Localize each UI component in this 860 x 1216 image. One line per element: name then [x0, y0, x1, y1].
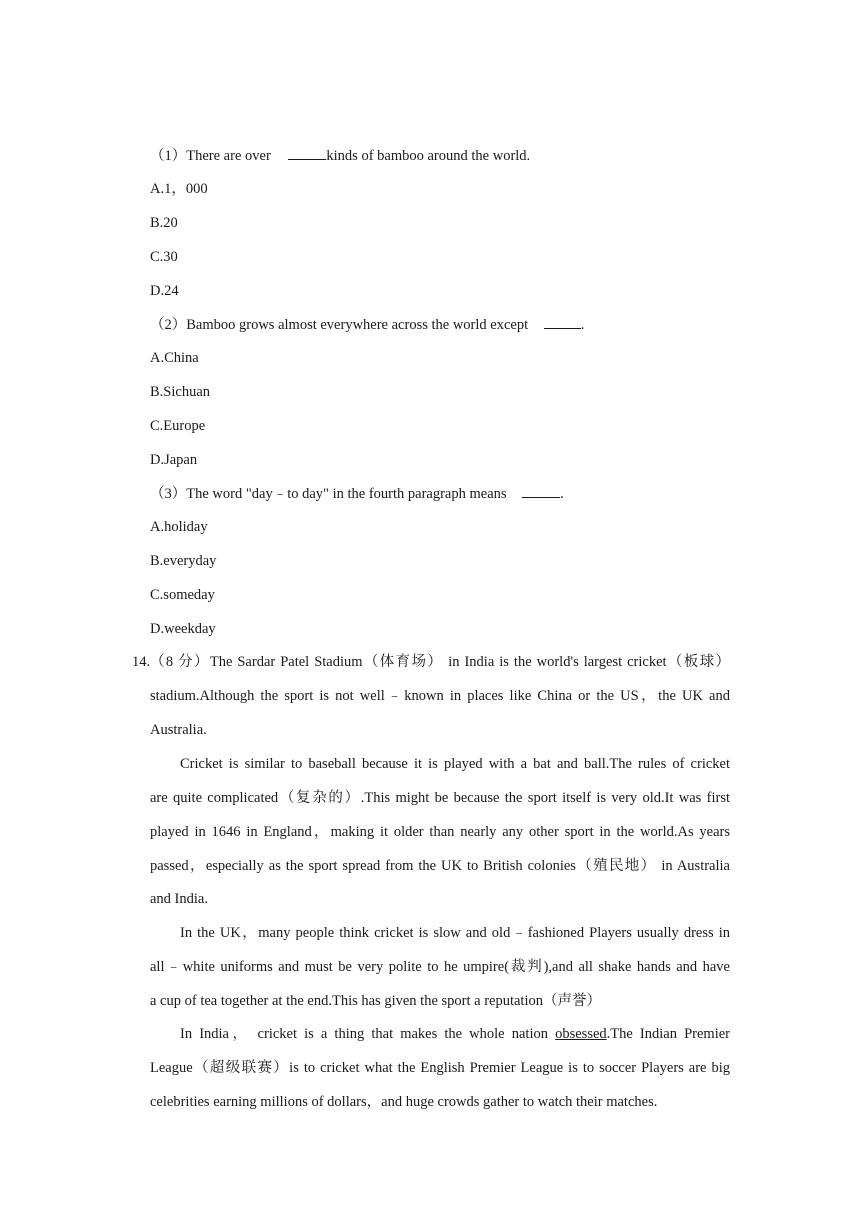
question-2-stem-tail: . [580, 317, 585, 333]
passage-line: celebrities earning millions of dollars，and huge crowds gather to watch their matches. [150, 1094, 658, 1110]
passage-line: a cup of tea together at the end.This has given the sport a reputation（声誉） [150, 993, 601, 1009]
answer-blank [522, 483, 560, 498]
passage-line-with-underline [180, 1024, 730, 1044]
option-b: B.everyday [150, 553, 217, 569]
question-2-stem-text: （2）Bamboo grows almost everywhere across the world except [150, 317, 529, 333]
passage-line: and India. [150, 891, 208, 907]
question-1-stem-text: （1）There are over [150, 148, 271, 164]
passage-line: played in 1646 in England，making it older than nearly any other sport in the world.As years [150, 824, 730, 840]
option-d: D.weekday [150, 621, 216, 637]
question-14-number: 14. [132, 654, 151, 670]
passage-line: all﹣white uniforms and must be very polite to he umpire(裁判),and all shake hands and have [150, 959, 730, 975]
question-3-stem-tail: . [560, 486, 564, 502]
question-3-stem [150, 483, 564, 504]
passage-text: In India， cricket is a thing that makes the whole nation [180, 1026, 556, 1042]
answer-blank [544, 314, 581, 329]
option-c: C.someday [150, 587, 215, 603]
question-2-stem [150, 314, 584, 335]
option-c: C.30 [150, 249, 178, 265]
passage-line: stadium.Although the sport is not well﹣known in places like China or the US，the UK and [150, 688, 730, 704]
question-1-stem [150, 145, 530, 166]
option-a: A.1，000 [150, 181, 208, 197]
option-a: A.holiday [150, 519, 208, 535]
passage-line: Cricket is similar to baseball because it is played with a bat and ball.The rules of cricket [180, 756, 730, 772]
passage-text: .The Indian Premier [606, 1026, 730, 1042]
option-a: A.China [150, 350, 199, 366]
passage-line: Australia. [150, 722, 207, 738]
passage-line: （8 分）The Sardar Patel Stadium（体育场） in India is the world's largest cricket（板球） [150, 654, 730, 670]
passage-line: In the UK，many people think cricket is slow and old﹣fashioned Players usually dress in [180, 925, 730, 941]
question-1-stem-tail: kinds of bamboo around the world. [326, 148, 531, 164]
underlined-word: obsessed [555, 1026, 607, 1042]
option-d: D.Japan [150, 452, 198, 468]
question-3-stem-text: （3）The word "day﹣to day" in the fourth paragraph means [150, 486, 507, 502]
answer-blank [288, 145, 326, 160]
option-c: C.Europe [150, 418, 206, 434]
option-b: B.20 [150, 215, 178, 231]
option-d: D.24 [150, 283, 179, 299]
passage-line: League（超级联赛）is to cricket what the English Premier League is to soccer Players are big [150, 1060, 730, 1076]
passage-line: passed，especially as the sport spread from the UK to British colonies（殖民地） in Australia [150, 858, 730, 874]
passage-line: are quite complicated（复杂的）.This might be because the sport itself is very old.It was first [150, 790, 730, 806]
option-b: B.Sichuan [150, 384, 211, 400]
